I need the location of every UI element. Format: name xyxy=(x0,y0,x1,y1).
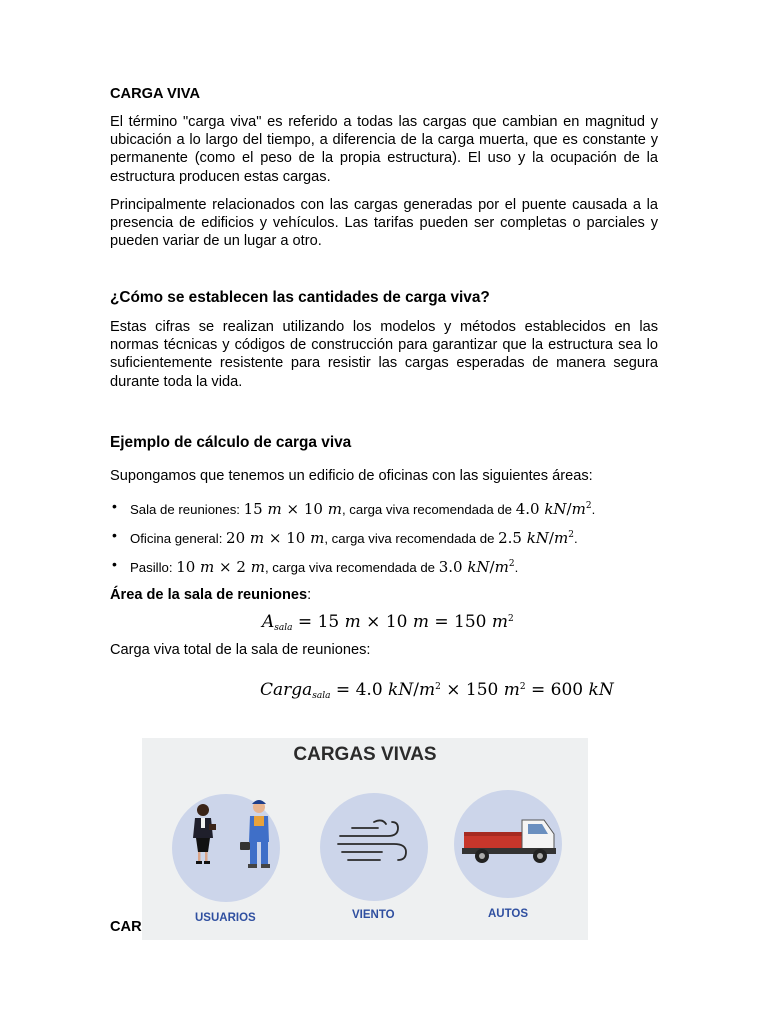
formula-value: 10 xyxy=(385,612,408,632)
label-viento: VIENTO xyxy=(352,909,395,921)
worker-icon xyxy=(240,800,270,868)
truck-icon xyxy=(462,820,556,863)
bullet-icon: • xyxy=(112,556,117,572)
area-name: Sala de reuniones: xyxy=(130,502,244,517)
dimension-value: 10 xyxy=(176,558,196,576)
cargas-vivas-figure xyxy=(142,738,588,940)
area-name: Pasillo: xyxy=(130,560,177,575)
dimension-value: 15 xyxy=(243,500,263,518)
heading-como-se-establecen: ¿Cómo se establecen las cantidades de carga viva? xyxy=(110,289,490,306)
list-item: • Oficina general: 20 m × 10 m, carga viva recomendada de 2.5 $kN/m^2$. xyxy=(110,524,670,553)
paragraph-supongamos: Supongamos que tenemos un edificio de oficinas con las siguientes áreas: xyxy=(110,468,593,484)
list-item: • Pasillo: 10 m × 2 m, carga viva recomendada de 3.0 $kN/m^2$. xyxy=(110,553,670,582)
list-item: • Sala de reuniones: 15 m × 10 m, carga viva recomendada de 4.0 $kN/m^2$. xyxy=(110,495,670,524)
formula-result: 600 xyxy=(550,680,584,700)
dimension-value: 2 xyxy=(236,558,246,576)
heading-ejemplo: Ejemplo de cálculo de carga viva xyxy=(110,434,352,451)
paragraph-total-label: Carga viva total de la sala de reuniones: xyxy=(110,642,371,658)
paragraph-cifras: Estas cifras se realizan utilizando los modelos y métodos establecidos en las normas técnicas y códigos de construcción para garantizar que la estructura sea lo suficientemente resistente para resistir las cargas esperadas de manera segura durante toda la vida. xyxy=(110,319,658,390)
formula-symbol: Carga xyxy=(260,680,313,700)
figure-title: CARGAS VIVAS xyxy=(293,744,437,765)
formula-value: 4.0 xyxy=(355,680,383,700)
formula-value: 15 xyxy=(317,612,340,632)
formula-total-load: Carga$_{sala}$ = 4.0 $kN/m^2 \times 150$ $m^2 = 600$ kN xyxy=(260,680,614,701)
dimension-value: 10 xyxy=(303,500,323,518)
load-value: 4.0 xyxy=(515,500,540,518)
formula-subscript: sala xyxy=(312,691,331,701)
formula-area: $A_{sala} = 15$ m × 10 m = 150 $m^2$ xyxy=(262,612,514,633)
label-usuarios: USUARIOS xyxy=(195,912,256,924)
bullet-icon: • xyxy=(112,527,117,543)
area-text: , carga viva recomendada de xyxy=(341,502,516,517)
load-value: 2.5 xyxy=(498,529,522,547)
bullet-icon: • xyxy=(112,498,117,514)
wind-icon xyxy=(338,820,406,860)
heading-cut-off: CAR xyxy=(110,919,142,935)
area-label: Área de la sala de reuniones xyxy=(110,587,308,603)
area-name: Oficina general: xyxy=(130,531,227,546)
area-list xyxy=(110,495,670,582)
heading-carga-viva: CARGA VIVA xyxy=(110,86,200,102)
label-autos: AUTOS xyxy=(488,908,529,920)
area-label-colon: : xyxy=(307,587,312,603)
formula-subscript: sala xyxy=(274,623,293,633)
formula-result: 150 xyxy=(454,612,487,632)
woman-icon xyxy=(193,804,216,864)
area-label-line xyxy=(110,586,658,604)
paragraph-definition: El término "carga viva" es referido a todas las cargas que cambian en magnitud y ubicación a lo largo del tiempo, a diferencia de la carga muerta, que es constante y permanente (como el peso de la propia estructura). El uso y la ocupación de la estructura producen estas cargas. xyxy=(110,114,658,185)
area-text: , carga viva recomendada de xyxy=(324,531,499,546)
dimension-value: 10 xyxy=(286,529,306,547)
load-value: 3.0 xyxy=(438,558,463,576)
paragraph-related: Principalmente relacionados con las cargas generadas por el puente causada a la presencia de edificios y vehículos. Las tarifas pueden ser completas o parciales y pueden variar de un lugar a otro. xyxy=(110,197,658,250)
formula-symbol: A xyxy=(262,612,275,632)
formula-value: 150 xyxy=(465,680,499,700)
area-text: , carga viva recomendada de xyxy=(264,560,439,575)
dimension-value: 20 xyxy=(226,529,246,547)
